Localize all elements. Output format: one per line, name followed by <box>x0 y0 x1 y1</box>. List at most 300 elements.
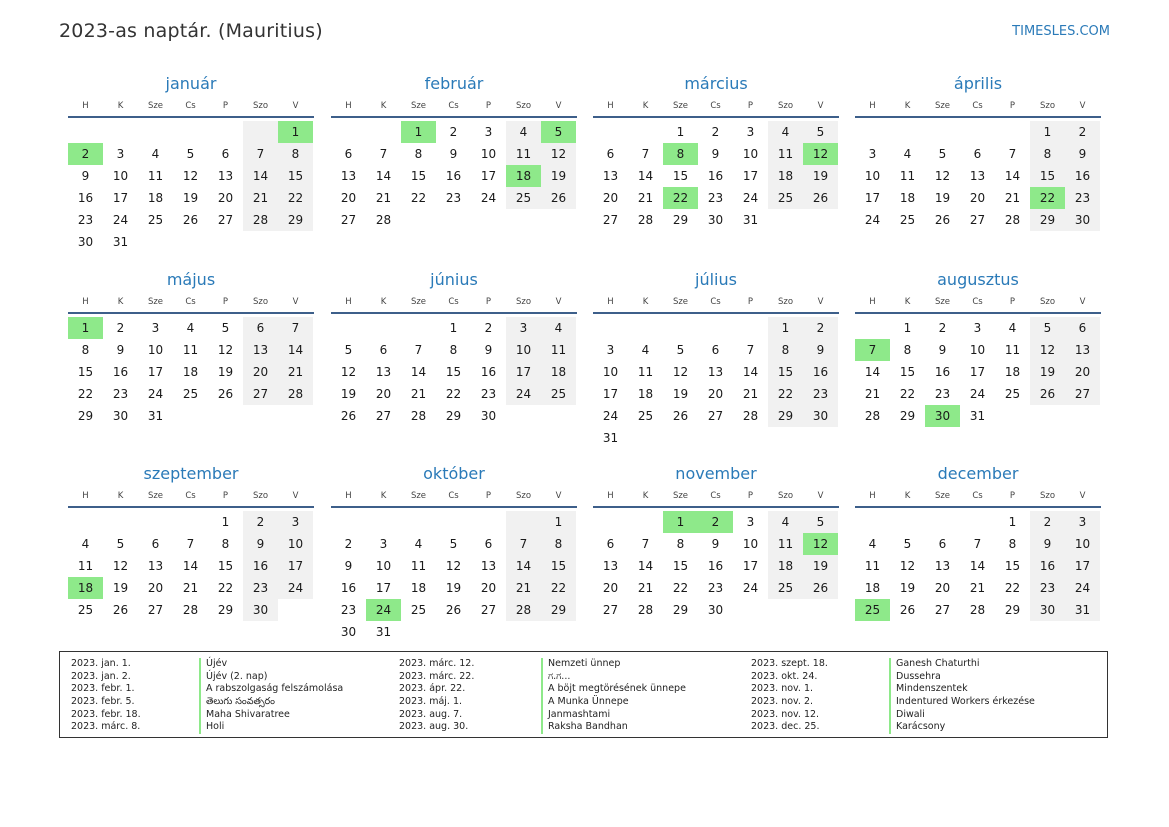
day-cell[interactable]: 15 <box>768 361 803 383</box>
day-cell[interactable]: 16 <box>934 365 951 379</box>
day-cell[interactable]: 22 <box>1004 581 1021 595</box>
day-cell[interactable]: 17 <box>742 169 759 183</box>
day-cell[interactable]: 31 <box>1065 599 1100 621</box>
day-cell[interactable]: 26 <box>541 187 576 209</box>
day-cell[interactable]: 13 <box>1065 339 1100 361</box>
day-cell[interactable]: 7 <box>414 343 423 357</box>
day-cell[interactable]: 13 <box>969 169 986 183</box>
day-cell[interactable]: 29 <box>899 409 916 423</box>
day-cell[interactable]: 26 <box>217 387 234 401</box>
day-cell[interactable]: 30 <box>1065 209 1100 231</box>
day-cell[interactable]: 7 <box>641 537 650 551</box>
day-cell[interactable]: 5 <box>344 343 353 357</box>
day-cell[interactable]: 3 <box>116 147 125 161</box>
day-cell[interactable]: 28 <box>637 213 654 227</box>
day-cell[interactable]: 4 <box>81 537 90 551</box>
day-cell[interactable]: 28 <box>864 409 881 423</box>
day-cell[interactable]: 18 <box>899 191 916 205</box>
day-cell[interactable]: 17 <box>969 365 986 379</box>
day-cell[interactable]: 3 <box>151 321 160 335</box>
day-cell[interactable]: 4 <box>768 121 803 143</box>
day-cell[interactable]: 24 <box>278 577 313 599</box>
day-cell[interactable]: 25 <box>855 599 890 621</box>
day-cell[interactable]: 26 <box>182 213 199 227</box>
day-cell[interactable]: 25 <box>147 213 164 227</box>
day-cell[interactable]: 22 <box>672 581 689 595</box>
day-cell[interactable]: 20 <box>340 191 357 205</box>
day-cell[interactable]: 27 <box>934 603 951 617</box>
day-cell[interactable]: 12 <box>672 365 689 379</box>
day-cell[interactable]: 3 <box>746 515 755 529</box>
day-cell[interactable]: 20 <box>1065 361 1100 383</box>
day-cell[interactable]: 14 <box>506 555 541 577</box>
day-cell[interactable]: 23 <box>480 387 497 401</box>
day-cell[interactable]: 19 <box>541 165 576 187</box>
day-cell[interactable]: 8 <box>221 537 230 551</box>
day-cell[interactable]: 27 <box>1065 383 1100 405</box>
day-cell[interactable]: 25 <box>182 387 199 401</box>
day-cell[interactable]: 17 <box>278 555 313 577</box>
day-cell[interactable]: 8 <box>1008 537 1017 551</box>
day-cell[interactable]: 12 <box>445 559 462 573</box>
day-cell[interactable]: 5 <box>186 147 195 161</box>
day-cell[interactable]: 26 <box>1030 383 1065 405</box>
day-cell[interactable]: 24 <box>602 409 619 423</box>
day-cell[interactable]: 16 <box>803 361 838 383</box>
day-cell[interactable]: 7 <box>506 533 541 555</box>
day-cell[interactable]: 10 <box>278 533 313 555</box>
day-cell[interactable]: 16 <box>1065 165 1100 187</box>
day-cell[interactable]: 17 <box>506 361 541 383</box>
day-cell[interactable]: 7 <box>278 317 313 339</box>
day-cell[interactable]: 23 <box>445 191 462 205</box>
day-cell[interactable]: 20 <box>480 581 497 595</box>
day-cell[interactable]: 28 <box>243 209 278 231</box>
day-cell[interactable]: 9 <box>1065 143 1100 165</box>
day-cell[interactable]: 25 <box>1004 387 1021 401</box>
day-cell[interactable]: 6 <box>484 537 493 551</box>
day-cell[interactable]: 10 <box>375 559 392 573</box>
day-cell[interactable]: 17 <box>112 191 129 205</box>
day-cell[interactable]: 7 <box>1008 147 1017 161</box>
day-cell[interactable]: 20 <box>147 581 164 595</box>
day-cell[interactable]: 14 <box>864 365 881 379</box>
day-cell[interactable]: 14 <box>1004 169 1021 183</box>
day-cell[interactable]: 5 <box>1030 317 1065 339</box>
day-cell[interactable]: 13 <box>147 559 164 573</box>
day-cell[interactable]: 19 <box>112 581 129 595</box>
day-cell[interactable]: 23 <box>243 577 278 599</box>
day-cell[interactable]: 13 <box>375 365 392 379</box>
day-cell[interactable]: 19 <box>899 581 916 595</box>
day-cell[interactable]: 3 <box>1065 511 1100 533</box>
day-cell[interactable]: 31 <box>602 431 619 445</box>
day-cell[interactable]: 19 <box>934 191 951 205</box>
day-cell[interactable]: 17 <box>742 559 759 573</box>
day-cell[interactable]: 22 <box>1030 187 1065 209</box>
day-cell[interactable]: 13 <box>480 559 497 573</box>
day-cell[interactable]: 4 <box>186 321 195 335</box>
day-cell[interactable]: 7 <box>641 147 650 161</box>
day-cell[interactable]: 22 <box>663 187 698 209</box>
day-cell[interactable]: 30 <box>925 405 960 427</box>
day-cell[interactable]: 25 <box>77 603 94 617</box>
day-cell[interactable]: 5 <box>803 121 838 143</box>
day-cell[interactable]: 7 <box>746 343 755 357</box>
day-cell[interactable]: 27 <box>602 213 619 227</box>
day-cell[interactable]: 13 <box>217 169 234 183</box>
day-cell[interactable]: 18 <box>506 165 541 187</box>
day-cell[interactable]: 9 <box>243 533 278 555</box>
day-cell[interactable]: 1 <box>68 317 103 339</box>
day-cell[interactable]: 28 <box>1004 213 1021 227</box>
day-cell[interactable]: 2 <box>243 511 278 533</box>
day-cell[interactable]: 18 <box>768 165 803 187</box>
day-cell[interactable]: 19 <box>803 165 838 187</box>
day-cell[interactable]: 12 <box>1030 339 1065 361</box>
day-cell[interactable]: 11 <box>864 559 881 573</box>
day-cell[interactable]: 15 <box>278 165 313 187</box>
day-cell[interactable]: 6 <box>711 343 720 357</box>
day-cell[interactable]: 9 <box>81 169 90 183</box>
day-cell[interactable]: 4 <box>768 511 803 533</box>
day-cell[interactable]: 7 <box>855 339 890 361</box>
day-cell[interactable]: 18 <box>410 581 427 595</box>
day-cell[interactable]: 30 <box>243 599 278 621</box>
day-cell[interactable]: 27 <box>147 603 164 617</box>
day-cell[interactable]: 27 <box>707 409 724 423</box>
day-cell[interactable]: 7 <box>379 147 388 161</box>
day-cell[interactable]: 23 <box>1065 187 1100 209</box>
day-cell[interactable]: 30 <box>480 409 497 423</box>
day-cell[interactable]: 29 <box>541 599 576 621</box>
day-cell[interactable]: 23 <box>340 603 357 617</box>
day-cell[interactable]: 19 <box>672 387 689 401</box>
day-cell[interactable]: 6 <box>606 537 615 551</box>
day-cell[interactable]: 31 <box>112 235 129 249</box>
day-cell[interactable]: 6 <box>379 343 388 357</box>
day-cell[interactable]: 2 <box>344 537 353 551</box>
day-cell[interactable]: 12 <box>340 365 357 379</box>
day-cell[interactable]: 1 <box>278 121 313 143</box>
day-cell[interactable]: 12 <box>803 143 838 165</box>
day-cell[interactable]: 5 <box>903 537 912 551</box>
day-cell[interactable]: 6 <box>243 317 278 339</box>
day-cell[interactable]: 2 <box>449 125 458 139</box>
day-cell[interactable]: 8 <box>768 339 803 361</box>
day-cell[interactable]: 5 <box>938 147 947 161</box>
day-cell[interactable]: 18 <box>68 577 103 599</box>
day-cell[interactable]: 24 <box>742 191 759 205</box>
day-cell[interactable]: 15 <box>1004 559 1021 573</box>
day-cell[interactable]: 22 <box>410 191 427 205</box>
day-cell[interactable]: 7 <box>243 143 278 165</box>
day-cell[interactable]: 14 <box>969 559 986 573</box>
day-cell[interactable]: 11 <box>410 559 427 573</box>
day-cell[interactable]: 22 <box>77 387 94 401</box>
day-cell[interactable]: 29 <box>672 603 689 617</box>
day-cell[interactable]: 19 <box>445 581 462 595</box>
day-cell[interactable]: 8 <box>1030 143 1065 165</box>
day-cell[interactable]: 19 <box>803 555 838 577</box>
day-cell[interactable]: 2 <box>938 321 947 335</box>
day-cell[interactable]: 21 <box>375 191 392 205</box>
day-cell[interactable]: 22 <box>278 187 313 209</box>
day-cell[interactable]: 7 <box>973 537 982 551</box>
day-cell[interactable]: 29 <box>1030 209 1065 231</box>
day-cell[interactable]: 8 <box>663 143 698 165</box>
day-cell[interactable]: 15 <box>541 555 576 577</box>
day-cell[interactable]: 20 <box>375 387 392 401</box>
day-cell[interactable]: 20 <box>969 191 986 205</box>
day-cell[interactable]: 30 <box>340 625 357 639</box>
day-cell[interactable]: 2 <box>484 321 493 335</box>
day-cell[interactable]: 18 <box>182 365 199 379</box>
day-cell[interactable]: 10 <box>742 147 759 161</box>
day-cell[interactable]: 17 <box>1065 555 1100 577</box>
day-cell[interactable]: 3 <box>278 511 313 533</box>
day-cell[interactable]: 28 <box>742 409 759 423</box>
day-cell[interactable]: 5 <box>541 121 576 143</box>
day-cell[interactable]: 25 <box>506 187 541 209</box>
day-cell[interactable]: 6 <box>344 147 353 161</box>
day-cell[interactable]: 24 <box>742 581 759 595</box>
day-cell[interactable]: 16 <box>1030 555 1065 577</box>
day-cell[interactable]: 1 <box>903 321 912 335</box>
day-cell[interactable]: 2 <box>803 317 838 339</box>
day-cell[interactable]: 4 <box>868 537 877 551</box>
day-cell[interactable]: 21 <box>182 581 199 595</box>
day-cell[interactable]: 30 <box>707 213 724 227</box>
day-cell[interactable]: 11 <box>768 143 803 165</box>
day-cell[interactable]: 6 <box>973 147 982 161</box>
day-cell[interactable]: 25 <box>541 383 576 405</box>
day-cell[interactable]: 31 <box>742 213 759 227</box>
day-cell[interactable]: 2 <box>1030 511 1065 533</box>
day-cell[interactable]: 26 <box>672 409 689 423</box>
day-cell[interactable]: 12 <box>541 143 576 165</box>
day-cell[interactable]: 28 <box>410 409 427 423</box>
day-cell[interactable]: 13 <box>243 339 278 361</box>
day-cell[interactable]: 6 <box>1065 317 1100 339</box>
day-cell[interactable]: 11 <box>637 365 654 379</box>
day-cell[interactable]: 8 <box>676 537 685 551</box>
day-cell[interactable]: 27 <box>375 409 392 423</box>
day-cell[interactable]: 3 <box>506 317 541 339</box>
day-cell[interactable]: 16 <box>243 555 278 577</box>
day-cell[interactable]: 29 <box>768 405 803 427</box>
day-cell[interactable]: 17 <box>602 387 619 401</box>
day-cell[interactable]: 4 <box>641 343 650 357</box>
day-cell[interactable]: 18 <box>147 191 164 205</box>
day-cell[interactable]: 5 <box>221 321 230 335</box>
day-cell[interactable]: 9 <box>116 343 125 357</box>
day-cell[interactable]: 11 <box>1004 343 1021 357</box>
day-cell[interactable]: 21 <box>243 187 278 209</box>
day-cell[interactable]: 16 <box>445 169 462 183</box>
day-cell[interactable]: 12 <box>182 169 199 183</box>
day-cell[interactable]: 18 <box>541 361 576 383</box>
day-cell[interactable]: 8 <box>903 343 912 357</box>
day-cell[interactable]: 23 <box>934 387 951 401</box>
day-cell[interactable]: 23 <box>112 387 129 401</box>
day-cell[interactable]: 9 <box>711 147 720 161</box>
day-cell[interactable]: 8 <box>81 343 90 357</box>
day-cell[interactable]: 25 <box>899 213 916 227</box>
day-cell[interactable]: 15 <box>672 169 689 183</box>
day-cell[interactable]: 14 <box>637 559 654 573</box>
day-cell[interactable]: 1 <box>541 511 576 533</box>
day-cell[interactable]: 14 <box>278 339 313 361</box>
day-cell[interactable]: 11 <box>541 339 576 361</box>
day-cell[interactable]: 5 <box>676 343 685 357</box>
day-cell[interactable]: 1 <box>1030 121 1065 143</box>
day-cell[interactable]: 13 <box>602 559 619 573</box>
day-cell[interactable]: 26 <box>803 187 838 209</box>
day-cell[interactable]: 10 <box>969 343 986 357</box>
day-cell[interactable]: 24 <box>969 387 986 401</box>
day-cell[interactable]: 11 <box>147 169 164 183</box>
day-cell[interactable]: 21 <box>969 581 986 595</box>
day-cell[interactable]: 19 <box>1030 361 1065 383</box>
day-cell[interactable]: 3 <box>484 125 493 139</box>
day-cell[interactable]: 25 <box>410 603 427 617</box>
day-cell[interactable]: 30 <box>803 405 838 427</box>
day-cell[interactable]: 6 <box>151 537 160 551</box>
day-cell[interactable]: 23 <box>803 383 838 405</box>
day-cell[interactable]: 12 <box>899 559 916 573</box>
day-cell[interactable]: 28 <box>969 603 986 617</box>
day-cell[interactable]: 14 <box>243 165 278 187</box>
day-cell[interactable]: 17 <box>480 169 497 183</box>
day-cell[interactable]: 8 <box>449 343 458 357</box>
day-cell[interactable]: 15 <box>1030 165 1065 187</box>
day-cell[interactable]: 11 <box>506 143 541 165</box>
day-cell[interactable]: 12 <box>112 559 129 573</box>
day-cell[interactable]: 26 <box>934 213 951 227</box>
day-cell[interactable]: 23 <box>77 213 94 227</box>
day-cell[interactable]: 25 <box>768 577 803 599</box>
day-cell[interactable]: 12 <box>803 533 838 555</box>
day-cell[interactable]: 20 <box>934 581 951 595</box>
day-cell[interactable]: 1 <box>768 317 803 339</box>
day-cell[interactable]: 19 <box>340 387 357 401</box>
day-cell[interactable]: 29 <box>278 209 313 231</box>
day-cell[interactable]: 1 <box>1008 515 1017 529</box>
day-cell[interactable]: 25 <box>637 409 654 423</box>
day-cell[interactable]: 31 <box>969 409 986 423</box>
day-cell[interactable]: 13 <box>602 169 619 183</box>
day-cell[interactable]: 10 <box>1065 533 1100 555</box>
day-cell[interactable]: 22 <box>541 577 576 599</box>
day-cell[interactable]: 13 <box>707 365 724 379</box>
day-cell[interactable]: 13 <box>340 169 357 183</box>
day-cell[interactable]: 3 <box>868 147 877 161</box>
day-cell[interactable]: 4 <box>414 537 423 551</box>
day-cell[interactable]: 2 <box>1065 121 1100 143</box>
day-cell[interactable]: 2 <box>711 125 720 139</box>
day-cell[interactable]: 11 <box>899 169 916 183</box>
day-cell[interactable]: 3 <box>606 343 615 357</box>
day-cell[interactable]: 24 <box>480 191 497 205</box>
day-cell[interactable]: 15 <box>445 365 462 379</box>
day-cell[interactable]: 12 <box>934 169 951 183</box>
day-cell[interactable]: 2 <box>68 143 103 165</box>
day-cell[interactable]: 8 <box>541 533 576 555</box>
day-cell[interactable]: 31 <box>147 409 164 423</box>
day-cell[interactable]: 9 <box>484 343 493 357</box>
day-cell[interactable]: 15 <box>217 559 234 573</box>
day-cell[interactable]: 13 <box>934 559 951 573</box>
day-cell[interactable]: 18 <box>864 581 881 595</box>
day-cell[interactable]: 14 <box>410 365 427 379</box>
day-cell[interactable]: 8 <box>278 143 313 165</box>
day-cell[interactable]: 26 <box>340 409 357 423</box>
day-cell[interactable]: 31 <box>375 625 392 639</box>
day-cell[interactable]: 1 <box>449 321 458 335</box>
day-cell[interactable]: 10 <box>742 537 759 551</box>
day-cell[interactable]: 5 <box>449 537 458 551</box>
day-cell[interactable]: 29 <box>1004 603 1021 617</box>
day-cell[interactable]: 6 <box>606 147 615 161</box>
day-cell[interactable]: 27 <box>602 603 619 617</box>
day-cell[interactable]: 26 <box>112 603 129 617</box>
day-cell[interactable]: 16 <box>77 191 94 205</box>
day-cell[interactable]: 16 <box>112 365 129 379</box>
day-cell[interactable]: 24 <box>864 213 881 227</box>
day-cell[interactable]: 7 <box>186 537 195 551</box>
day-cell[interactable]: 24 <box>147 387 164 401</box>
day-cell[interactable]: 21 <box>864 387 881 401</box>
day-cell[interactable]: 2 <box>116 321 125 335</box>
day-cell[interactable]: 18 <box>1004 365 1021 379</box>
day-cell[interactable]: 4 <box>506 121 541 143</box>
day-cell[interactable]: 14 <box>375 169 392 183</box>
day-cell[interactable]: 27 <box>480 603 497 617</box>
day-cell[interactable]: 3 <box>379 537 388 551</box>
day-cell[interactable]: 24 <box>366 599 401 621</box>
day-cell[interactable]: 9 <box>938 343 947 357</box>
day-cell[interactable]: 20 <box>217 191 234 205</box>
day-cell[interactable]: 27 <box>969 213 986 227</box>
day-cell[interactable]: 6 <box>938 537 947 551</box>
day-cell[interactable]: 9 <box>1030 533 1065 555</box>
day-cell[interactable]: 15 <box>672 559 689 573</box>
day-cell[interactable]: 21 <box>1004 191 1021 205</box>
day-cell[interactable]: 22 <box>768 383 803 405</box>
day-cell[interactable]: 21 <box>637 191 654 205</box>
day-cell[interactable]: 11 <box>768 533 803 555</box>
day-cell[interactable]: 26 <box>803 577 838 599</box>
day-cell[interactable]: 29 <box>672 213 689 227</box>
day-cell[interactable]: 1 <box>221 515 230 529</box>
day-cell[interactable]: 4 <box>151 147 160 161</box>
day-cell[interactable]: 23 <box>707 581 724 595</box>
day-cell[interactable]: 22 <box>899 387 916 401</box>
day-cell[interactable]: 10 <box>864 169 881 183</box>
day-cell[interactable]: 21 <box>278 361 313 383</box>
day-cell[interactable]: 28 <box>375 213 392 227</box>
day-cell[interactable]: 19 <box>182 191 199 205</box>
day-cell[interactable]: 20 <box>602 581 619 595</box>
day-cell[interactable]: 6 <box>221 147 230 161</box>
day-cell[interactable]: 12 <box>217 343 234 357</box>
day-cell[interactable]: 16 <box>480 365 497 379</box>
day-cell[interactable]: 21 <box>506 577 541 599</box>
day-cell[interactable]: 15 <box>410 169 427 183</box>
day-cell[interactable]: 27 <box>217 213 234 227</box>
day-cell[interactable]: 22 <box>217 581 234 595</box>
